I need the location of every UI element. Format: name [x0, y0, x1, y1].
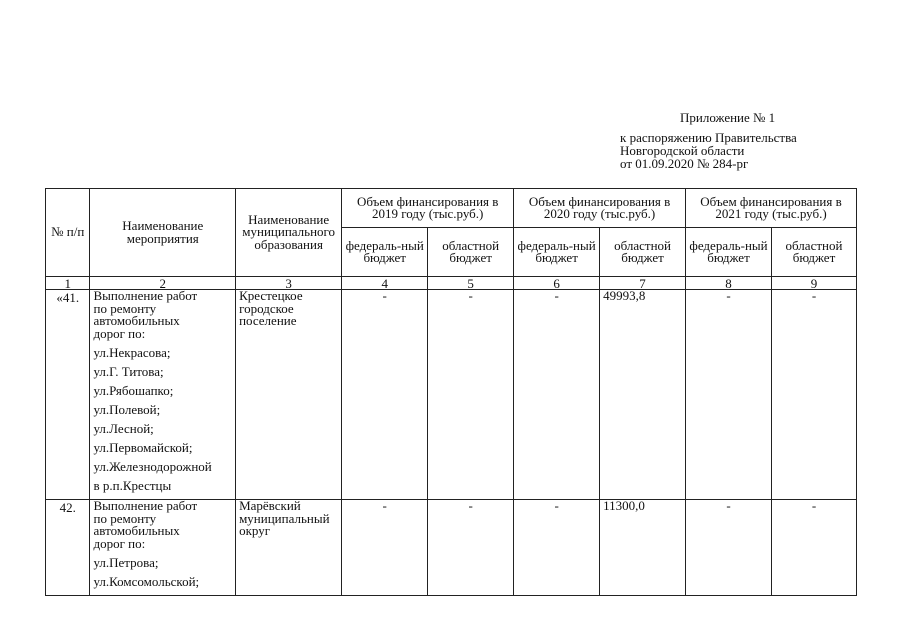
column-number: 8 [686, 277, 772, 290]
federal-2019-value: - [342, 290, 428, 500]
event-line: Выполнение работ [93, 498, 198, 513]
header-2021: Объем финансирования в 2021 году (тыс.руб.) [686, 189, 857, 228]
street-item: ул.Г. Титова; [93, 364, 164, 379]
header-municipality: Наименование муниципального образования [236, 189, 342, 277]
event-line: дорог по: [93, 535, 146, 551]
event-line: по ремонту [93, 300, 157, 316]
municipality-cell [236, 290, 342, 500]
event-cell [90, 290, 236, 500]
street-item: ул.Лесной; [93, 421, 154, 436]
municipality-line: округ [239, 523, 271, 538]
header-line-3: от 01.09.2020 № 284-рг [620, 156, 749, 171]
table-row [46, 500, 857, 596]
event-line: по ремонту [93, 510, 157, 526]
header-federal-2020: федераль-ный бюджет [514, 228, 600, 277]
street-item: в р.п.Крестцы [93, 478, 172, 493]
street-item: ул.Первомайской; [93, 440, 193, 455]
header-2020: Объем финансирования в 2020 году (тыс.руб.) [514, 189, 686, 228]
header-line-1: к распоряжению Правительства [620, 130, 797, 145]
column-number: 5 [428, 277, 514, 290]
regional-2019-value: - [428, 500, 514, 596]
federal-2019-value: - [342, 500, 428, 596]
column-number: 3 [236, 277, 342, 290]
event-line: автомобильных [93, 313, 180, 328]
event-description [93, 500, 232, 550]
column-number: 7 [600, 277, 686, 290]
street-item: ул.Петрова; [93, 555, 159, 570]
federal-2020-value: - [514, 500, 600, 596]
table-row [46, 290, 857, 500]
header-regional-2019: областной бюджет [428, 228, 514, 277]
row-number: «41. [46, 290, 90, 500]
event-line: автомобильных [93, 523, 180, 538]
header-num: № п/п [46, 189, 90, 277]
regional-2021-value: - [771, 290, 856, 500]
federal-2021-value: - [686, 290, 772, 500]
federal-2020-value: - [514, 290, 600, 500]
event-line: Выполнение работ [93, 288, 198, 303]
regional-2021-value: - [771, 500, 856, 596]
document-header [620, 111, 797, 170]
regional-2020-value: 11300,0 [600, 500, 686, 596]
street-item: ул.Полевой; [93, 402, 161, 417]
municipality-line: муниципальный [239, 510, 330, 526]
header-event: Наименование мероприятия [90, 189, 236, 277]
regional-2020-value: 49993,8 [600, 290, 686, 500]
event-line: дорог по: [93, 325, 146, 341]
municipality-line: Крестецкое [239, 288, 303, 303]
row-number: 42. [46, 500, 90, 596]
street-item: ул.Некрасова; [93, 345, 171, 360]
municipality-line: городское [239, 300, 294, 316]
column-number: 1 [46, 277, 90, 290]
street-item: ул.Рябошапко; [93, 383, 174, 398]
column-number: 6 [514, 277, 600, 290]
column-number: 9 [771, 277, 856, 290]
street-item: ул.Комсомольской; [93, 574, 200, 589]
municipality-cell [236, 500, 342, 596]
municipality-line: Марёвский [239, 498, 301, 513]
federal-2021-value: - [686, 500, 772, 596]
header-line-2: Новгородской области [620, 143, 745, 158]
financing-table [45, 188, 857, 596]
street-item: ул.Железнодорожной [93, 459, 212, 474]
column-number: 4 [342, 277, 428, 290]
header-federal-2021: федераль-ный бюджет [686, 228, 772, 277]
regional-2019-value: - [428, 290, 514, 500]
header-regional-2021: областной бюджет [771, 228, 856, 277]
header-regional-2020: областной бюджет [600, 228, 686, 277]
header-2019: Объем финансирования в 2019 году (тыс.руб.) [342, 189, 514, 228]
event-description [93, 290, 232, 340]
municipality-line: поселение [239, 313, 297, 328]
event-cell [90, 500, 236, 596]
appendix-title: Приложение № 1 [680, 110, 776, 125]
header-federal-2019: федераль-ный бюджет [342, 228, 428, 277]
column-number: 2 [90, 277, 236, 290]
